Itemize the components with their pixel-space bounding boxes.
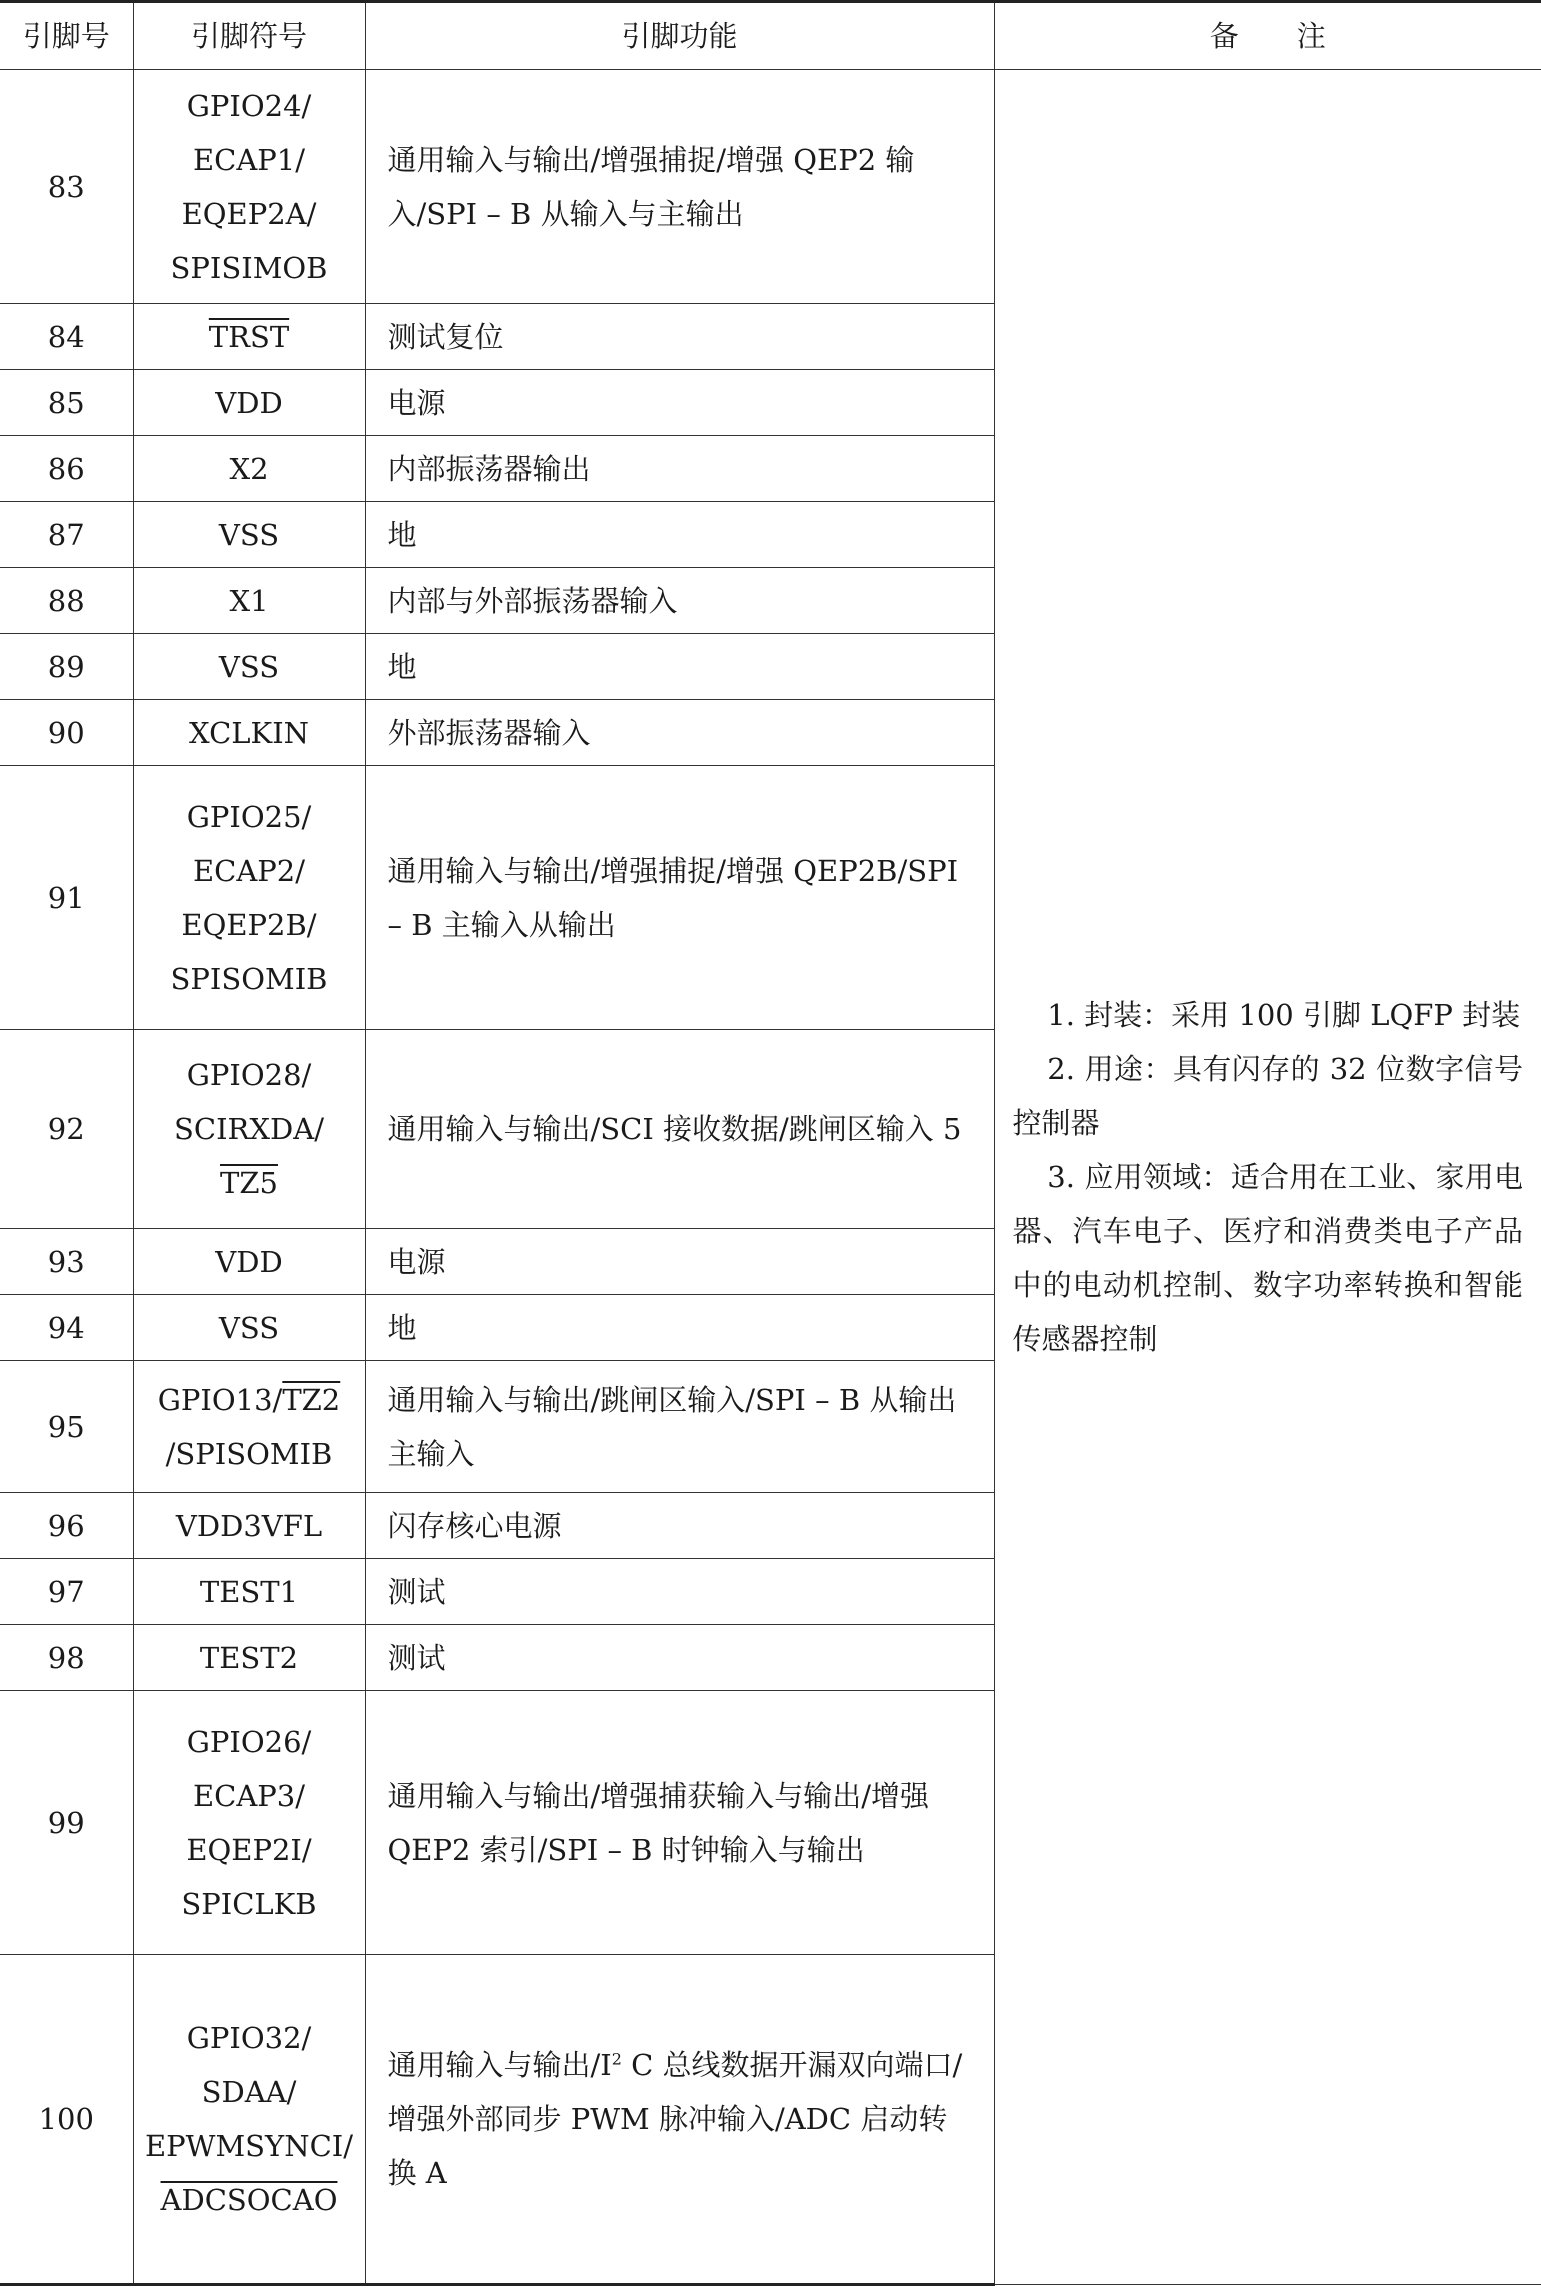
pin-function: 通用输入与输出/SCI 接收数据/跳闸区输入 5 [365, 1030, 994, 1229]
pin-number: 87 [0, 502, 133, 568]
pin-symbol [133, 1493, 365, 1559]
pin-symbol-line: /SPISOMIB [165, 1436, 333, 1471]
superscript: 2 [611, 2049, 622, 2069]
pin-symbol [133, 1691, 365, 1955]
pin-symbol [133, 1229, 365, 1295]
pin-function: 通用输入与输出/增强捕捉/增强 QEP2 输入/SPI – B 从输入与主输出 [365, 70, 994, 304]
pin-function: 测试复位 [365, 304, 994, 370]
pin-symbol [133, 1361, 365, 1493]
pin-number: 95 [0, 1361, 133, 1493]
pin-symbol-line: VSS [218, 649, 280, 684]
pin-symbol [133, 634, 365, 700]
pin-symbol [133, 568, 365, 634]
pin-function-part: C 总线数据开漏双向端口/增强外部同步 PWM 脉冲输入/ADC 启动转换 A [387, 2048, 963, 2190]
pin-symbol-line: ECAP1/ [192, 142, 306, 177]
pin-function: 外部振荡器输入 [365, 700, 994, 766]
pin-function: 电源 [365, 370, 994, 436]
pin-function: 测试 [365, 1559, 994, 1625]
pin-function: 地 [365, 634, 994, 700]
pin-number: 91 [0, 766, 133, 1030]
pin-symbol [133, 700, 365, 766]
pin-number: 94 [0, 1295, 133, 1361]
pin-symbol [133, 1295, 365, 1361]
pin-number: 98 [0, 1625, 133, 1691]
pin-symbol-line [134, 1373, 365, 1427]
pin-symbol [133, 436, 365, 502]
pin-symbol [133, 370, 365, 436]
pin-symbol-line: X2 [229, 451, 269, 486]
pin-number: 100 [0, 1955, 133, 2285]
pin-number: 99 [0, 1691, 133, 1955]
header-row [0, 2, 1541, 70]
pin-symbol-line: EPWMSYNCI/ [145, 2129, 353, 2163]
pin-number: 84 [0, 304, 133, 370]
pin-symbol [133, 766, 365, 1030]
pin-number: 90 [0, 700, 133, 766]
pin-function-part: 通用输入与输出/I [387, 2048, 612, 2082]
pin-symbol-line: VSS [218, 1310, 280, 1345]
pin-function: 通用输入与输出/增强捕捉/增强 QEP2B/SPI – B 主输入从输出 [365, 766, 994, 1030]
pin-symbol-line: EQEP2A/ [181, 196, 317, 231]
pin-symbol [133, 1625, 365, 1691]
pin-symbol-line: X1 [229, 583, 269, 618]
pin-symbol-line: VDD3VFL [175, 1508, 323, 1543]
pin-symbol [133, 1559, 365, 1625]
pin-symbol-line: TEST2 [199, 1640, 299, 1675]
pin-symbol-line: ECAP2/ [192, 853, 306, 888]
header-pin-symbol: 引脚符号 [133, 2, 365, 70]
pin-symbol [133, 304, 365, 370]
remark-purpose: 2. 用途：具有闪存的 32 位数字信号控制器 [1012, 1052, 1523, 1140]
header-remarks: 备 注 [994, 2, 1541, 70]
pin-number: 97 [0, 1559, 133, 1625]
pin-symbol-line: ECAP3/ [192, 1778, 306, 1813]
pin-function: 闪存核心电源 [365, 1493, 994, 1559]
pin-function: 通用输入与输出/增强捕获输入与输出/增强 QEP2 索引/SPI – B 时钟输入与输出 [365, 1691, 994, 1955]
pin-symbol [133, 70, 365, 304]
remark-applications: 3. 应用领域：适合用在工业、家用电器、汽车电子、医疗和消费类电子产品中的电动机控制、数字功率转换和智能传感器控制 [1012, 1160, 1523, 1356]
pin-symbol-line: XCLKIN [188, 715, 310, 750]
pin-symbol [133, 1955, 365, 2285]
pin-symbol-line: TZ5 [220, 1166, 278, 1200]
pin-symbol-line: GPIO26/ [186, 1724, 312, 1759]
pin-symbol-line: VDD [215, 1244, 283, 1279]
remarks-cell [994, 70, 1541, 2285]
header-pin-no: 引脚号 [0, 2, 133, 70]
pin-function: 测试 [365, 1625, 994, 1691]
pin-number: 89 [0, 634, 133, 700]
pin-number: 92 [0, 1030, 133, 1229]
pin-number: 96 [0, 1493, 133, 1559]
pin-symbol-line: GPIO32/ [186, 2021, 312, 2055]
pin-function: 电源 [365, 1229, 994, 1295]
pin-function: 地 [365, 1295, 994, 1361]
pin-symbol-line: ADCSOCAO [160, 2183, 338, 2217]
remark-package: 1. 封装：采用 100 引脚 LQFP 封装 [1047, 998, 1521, 1032]
pin-symbol-line: TRST [208, 319, 290, 354]
pin-function: 内部与外部振荡器输入 [365, 568, 994, 634]
pin-number: 83 [0, 70, 133, 304]
pin-symbol-line: SPISIMOB [170, 250, 328, 285]
pin-function: 地 [365, 502, 994, 568]
pin-symbol [133, 1030, 365, 1229]
pin-symbol-line: GPIO24/ [186, 88, 312, 123]
pin-function: 通用输入与输出/跳闸区输入/SPI – B 从输出主输入 [365, 1361, 994, 1493]
pin-number: 93 [0, 1229, 133, 1295]
pin-symbol-line: SPICLKB [181, 1886, 317, 1921]
pin-symbol-line: SDAA/ [201, 2075, 297, 2109]
pin-symbol-line: SCIRXDA/ [174, 1112, 324, 1146]
pin-function-text [388, 2048, 963, 2190]
pin-number: 85 [0, 370, 133, 436]
pin-symbol-line: EQEP2B/ [181, 907, 317, 942]
header-pin-function: 引脚功能 [365, 2, 994, 70]
pin-symbol-line: GPIO28/ [186, 1058, 312, 1092]
pin-symbol-line: GPIO25/ [186, 799, 312, 834]
pin-function [365, 1955, 994, 2285]
pin-symbol-line: EQEP2I/ [186, 1832, 312, 1867]
pin-symbol-part: TZ2 [282, 1382, 341, 1417]
pin-symbol-line: SPISOMIB [170, 961, 328, 996]
pin-symbol [133, 502, 365, 568]
pin-symbol-line: VDD [215, 385, 283, 420]
pin-symbol-part: GPIO13/ [157, 1382, 283, 1417]
pin-symbol-line: TEST1 [199, 1574, 299, 1609]
pin-number: 86 [0, 436, 133, 502]
pin-number: 88 [0, 568, 133, 634]
pin-symbol-line: VSS [218, 517, 280, 552]
table-row [0, 70, 1541, 304]
pin-function: 内部振荡器输出 [365, 436, 994, 502]
